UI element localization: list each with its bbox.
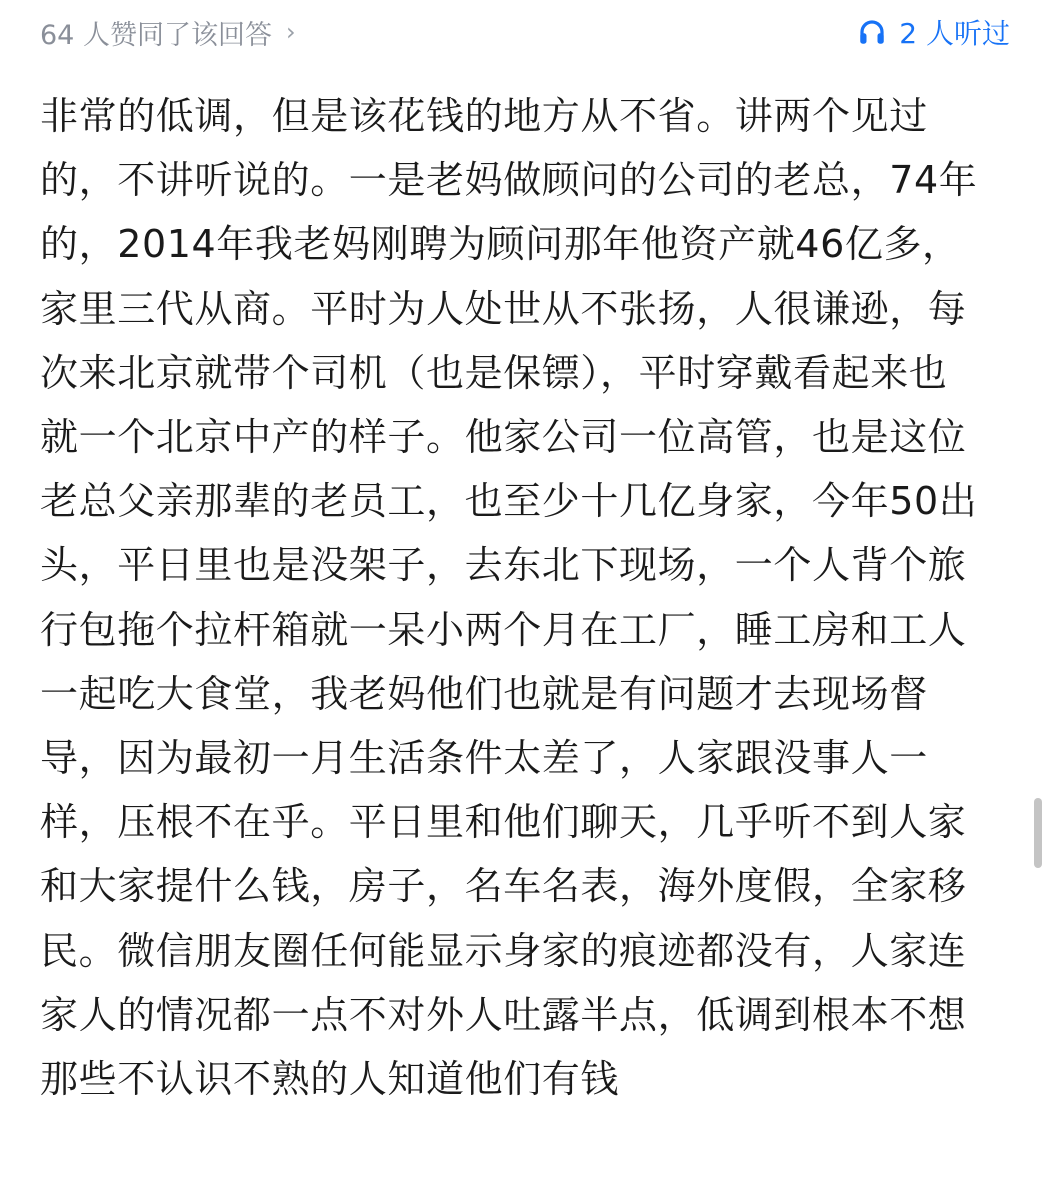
headphone-icon bbox=[857, 17, 887, 47]
answer-header bbox=[0, 0, 1050, 64]
upvote-count-link[interactable] bbox=[40, 12, 296, 52]
upvote-count-text: 64 人赞同了该回答 bbox=[40, 19, 272, 51]
listen-count-button[interactable] bbox=[857, 12, 1010, 52]
chevron-right-icon: › bbox=[285, 18, 296, 46]
scrollbar-thumb[interactable] bbox=[1034, 798, 1042, 868]
listen-count-text: 2 人听过 bbox=[899, 17, 1010, 50]
answer-body: 非常的低调，但是该花钱的地方从不省。讲两个见过的，不讲听说的。一是老妈做顾问的公司的老总，74年的，2014年我老妈刚聘为顾问那年他资产就46亿多，家里三代从商。平时为人处世从不张扬，人很谦逊，每次来北京就带个司机（也是保镖），平时穿戴看起来也就一个北京中产的样子。他家公司一位高管，也是这位老总父亲那辈的老员工，也至少十几亿身家，今年50出头，平日里也是没架子，去东北下现场，一个人背个旅行包拖个拉杆箱就一呆小两个月在工厂，睡工房和工人一起吃大食堂，我老妈他们也就是有问题才去现场督导，因为最初一月生活条件太差了，人家跟没事人一样，压根不在乎。平日里和他们聊天，几乎听不到人家和大家提什么钱，房子，名车名表，海外度假，全家移民。微信朋友圈任何能显示身家的痕迹都没有，人家连家人的情况都一点不对外人吐露半点，低调到根本不想那些不认识不熟的人知道他们有钱 bbox=[40, 94, 978, 1102]
